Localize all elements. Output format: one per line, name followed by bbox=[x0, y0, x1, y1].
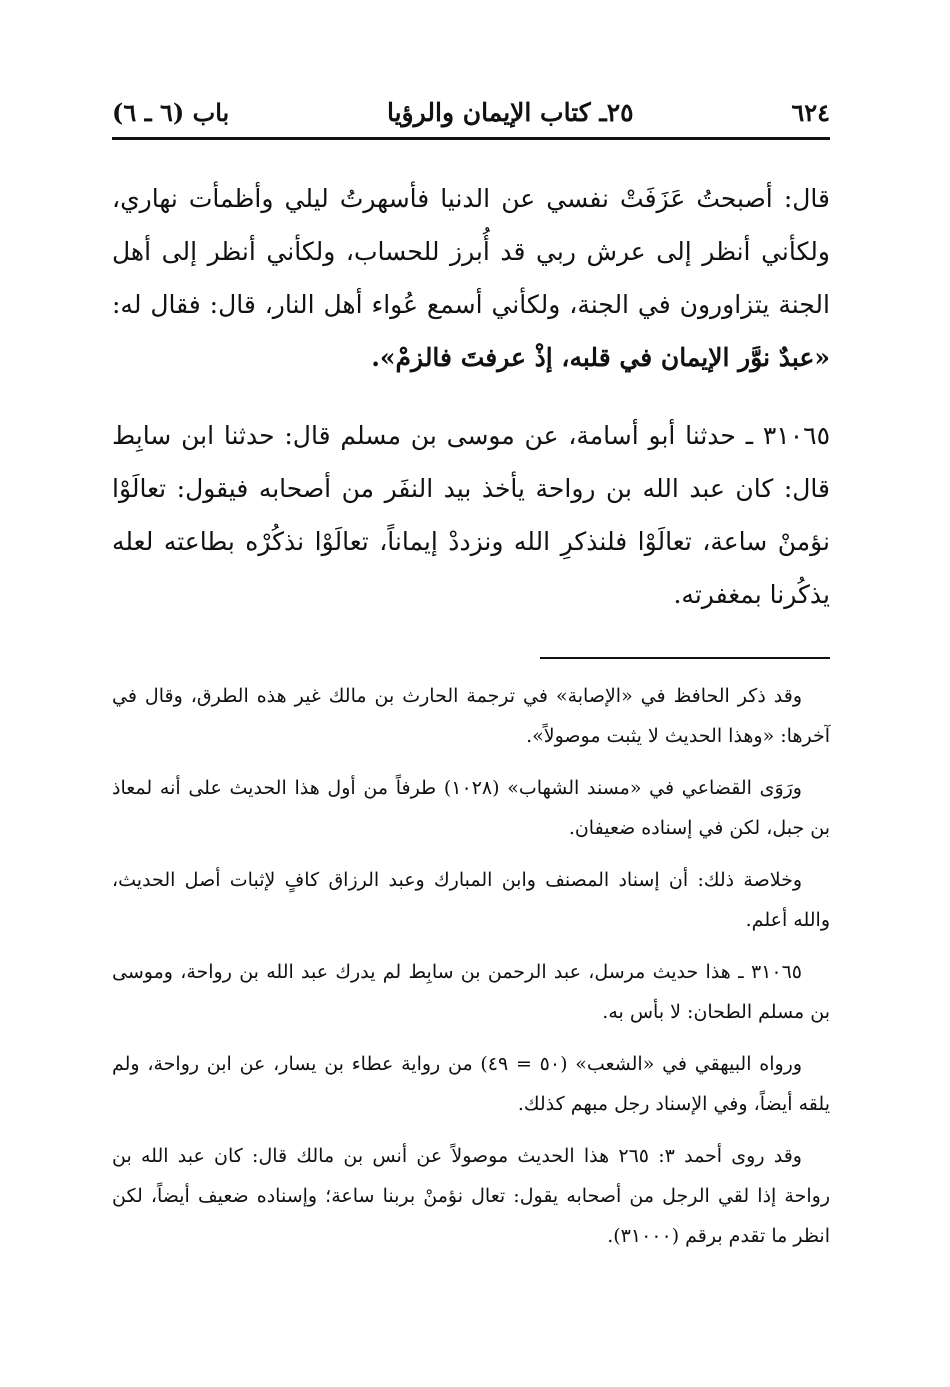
chapter-label: باب (٦ ـ ٦) bbox=[112, 97, 230, 127]
footnote-divider bbox=[540, 657, 830, 659]
footnote-3: وخلاصة ذلك: أن إسناد المصنف وابن المبارك وعبد الرزاق كافٍ لإثبات أصل الحديث، والله أعلم. bbox=[112, 869, 830, 931]
footnote-2: ورَوَى القضاعي في «مسند الشهاب» (١٠٢٨) طرفاً من أول هذا الحديث على أنه لمعاذ بن جبل، لكن في إسناده ضعيفان. bbox=[112, 777, 830, 839]
header-divider bbox=[112, 137, 830, 140]
paragraph-1-text: قال: أصبحتُ عَزَفَتْ نفسي عن الدنيا فأسهرتُ ليلي وأظمأت نهاري، ولكأني أنظر إلى عرش ربي قد أُبرز للحساب، ولكأني أنظر إلى أهل الجنة يتزاورون في الجنة، ولكأني أسمع عُواء أهل النار، قال: فقال له: bbox=[112, 184, 830, 319]
footnote-6: وقد روى أحمد ٣: ٢٦٥ هذا الحديث موصولاً عن أنس بن مالك قال: كان عبد الله بن رواحة إذا لقي الرجل من أصحابه يقول: تعال نؤمنْ بربنا ساعة؛ وإسناده ضعيف أيضاً، لكن انظر ما تقدم برقم (٣١٠٠٠). bbox=[112, 1145, 830, 1247]
footnote-5: ورواه البيهقي في «الشعب» (٥٠ = ٤٩) من رواية عطاء بن يسار، عن ابن رواحة، ولم يلقه أيضاً، وفي الإسناد رجل مبهم كذلك. bbox=[112, 1053, 830, 1115]
main-text bbox=[112, 172, 830, 646]
footnote-1: وقد ذكر الحافظ في «الإصابة» في ترجمة الحارث بن مالك غير هذه الطرق، وقال في آخرها: «وهذا الحديث لا يثبت موصولاً». bbox=[112, 685, 830, 747]
paragraph-1-bold-quote: «عبدٌ نوَّر الإيمان في قلبه، إذْ عرفتَ فالزمْ». bbox=[371, 343, 830, 372]
page-header bbox=[112, 92, 830, 132]
paragraph-2: ٣١٠٦٥ ـ حدثنا أبو أسامة، عن موسى بن مسلم قال: حدثنا ابن سابِط قال: كان عبد الله بن رواحة يأخذ بيد النفَر من أصحابه فيقول: تعالَوْا نؤمنْ ساعة، تعالَوْا فلنذكرِ الله ونزددْ إيماناً، تعالَوْا نذكُرْه بطاعته لعله يذكُرنا بمغفرته. bbox=[112, 421, 830, 609]
footnotes bbox=[112, 676, 830, 1268]
footnote-4: ٣١٠٦٥ ـ هذا حديث مرسل، عبد الرحمن بن سابِط لم يدرك عبد الله بن رواحة، وموسى بن مسلم الطحان: لا بأس به. bbox=[112, 961, 830, 1023]
page-number: ٦٢٤ bbox=[791, 97, 830, 127]
book-title: ٢٥ـ كتاب الإيمان والرؤيا bbox=[386, 97, 634, 127]
paragraph-1 bbox=[112, 172, 830, 384]
